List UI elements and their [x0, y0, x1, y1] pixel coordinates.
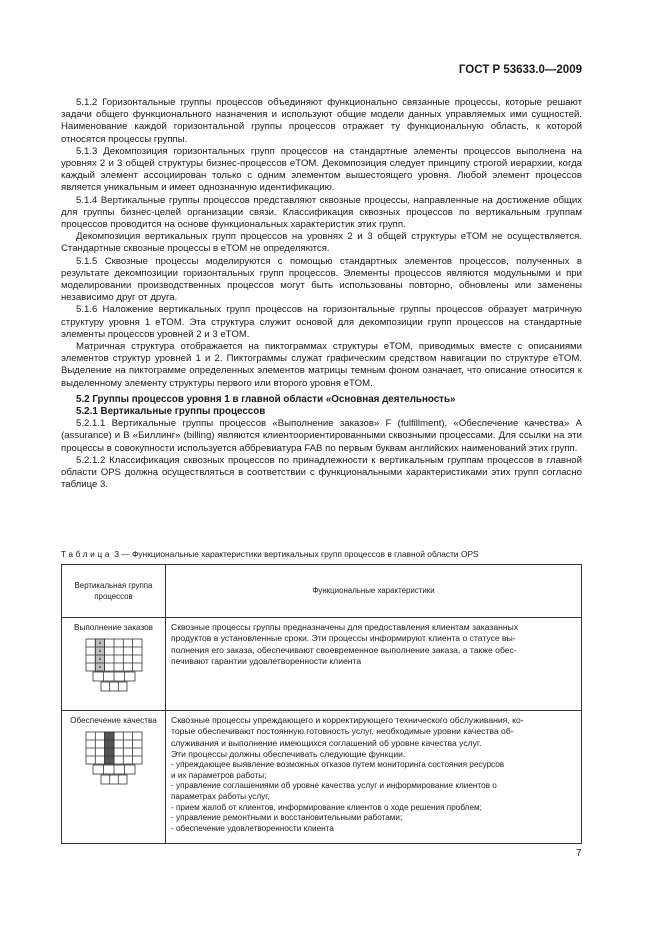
paragraph-5-1-4: 5.1.4 Вертикальные группы процессов представляют сквозные процессы, направленные на достижение общих для группы бизнес-целей организации связи. Классификация сквозных процессов по вертикальным группам процессов проводится на основе функциональных характеристик этих групп.: [61, 194, 582, 231]
section-heading-5-2: 5.2 Группы процессов уровня 1 в главной области «Основная деятельность»: [76, 393, 456, 405]
characteristics-cell: Сквозные процессы группы предназначены для предоставления клиентам заказанных продуктов в установленные сроки. Эти процессы информируют клиента о статусе вы- полнения его заказа, обеспечивают своевременное выполнение заказа, а также обес- печивают гарантии удовлетворенности клиента: [166, 618, 582, 711]
paragraph-5-1-6: 5.1.6 Наложение вертикальных групп процессов на горизонтальные группы процессов образует матричную структуру уровня 1 eTOM. Эта структура служит основой для декомпозиции групп процессов на стандартные элементы процессов уровней 2 и 3 eTOM.: [61, 304, 582, 340]
group-label: Обеспечение качества: [70, 716, 157, 725]
paragraph-decomposition: Декомпозиция вертикальных групп процессов на уровнях 2 и 3 общей структуры eTOM не осуществляется. Стандартные сквозные процессы в eTOM не определяются.: [61, 231, 582, 255]
list-item: - упреждающее выявление возможных отказов путем мониторинга состояния ресурсов: [171, 760, 505, 770]
list-item: - обеспечение удовлетворенности клиента: [171, 823, 334, 833]
list-item: - управление соглашениями об уровне качества услуг и информирование клиентов о: [171, 781, 497, 791]
group-cell: [62, 711, 166, 844]
paragraph-5-1-3: 5.1.3 Декомпозиция горизонтальных групп процессов на стандартные элементы процессов выполнена на уровнях 2 и 3 общей структуры бизнес-процессов eTOM. Декомпозиция следует принципу строгой иерархии, когда каждый элемент ассоциирован только с одним элементом вышестоящего уровня. Любой элемент процессов является уникальным и имеет однозначную идентификацию.: [61, 145, 582, 194]
functions-list: [171, 760, 576, 834]
group-cell: [62, 618, 166, 711]
paragraph-5-2-1-1: 5.2.1.1 Вертикальные группы процессов «Выполнение заказов» F (fulfillment), «Обеспечение качества» A (assurance) и В «Биллинг» (billing) являются клиентоориентированными сквозными процессами. Для ссылки на эти процессы в совокупности используется аббревиатура FAB по первым буквам английских наименований этих групп.: [61, 418, 582, 454]
list-item: и их параметров работы;: [171, 770, 267, 780]
etom-pictogram-icon: [83, 731, 145, 785]
table-row: [62, 711, 582, 844]
list-item: - управление ремонтными и восстановительными работами;: [171, 813, 403, 823]
paragraph-5-1-5: 5.1.5 Сквозные процессы моделируются с помощью стандартных элементов процессов, полученных в результате декомпозиции горизонтальных групп процессов. Элементы процессов являются модульными и при моделировании производственных процессов могут быть использованы повторно, обновлены или заменены независимо друг от друга.: [61, 255, 582, 304]
body-text: [61, 97, 582, 492]
paragraph-matrix: Матричная структура отображается на пиктограммах структуры eTOM, приводимых вместе с описаниями элементов структур уровней 1 и 2. Пиктограммы служат графическим средством навигации по структуре eTOM. Выделение на пиктограмме определенных элементов матрицы темным фоном означает, что описание относится к выделенному элементу структуры первого или второго уровня eTOM.: [61, 341, 582, 389]
table-caption: Таблица 3 — Функциональные характеристики вертикальных групп процессов в главной области OPS: [61, 549, 479, 559]
table-3: [61, 564, 582, 844]
paragraph-5-2-1-2: 5.2.1.2 Классификация сквозных процессов по принадлежности к вертикальным группам процессов в главной области OPS должна осуществляться в соответствии с функциональными характеристиками этих групп согласно таблице 3.: [61, 454, 582, 491]
list-item: параметрах работы услуг,: [171, 791, 270, 801]
list-item: - прием жалоб от клиентов, информирование клиентов о ходе решения проблем;: [171, 802, 482, 812]
standard-header: ГОСТ Р 53633.0—2009: [458, 64, 582, 76]
paragraph-5-1-2: 5.1.2 Горизонтальные группы процессов объединяют функционально связанные процессы, которые решают задачи общего функционального назначения и используют общие модели данных управляемых ими сущностей. Наименование каждой горизонтальной группы процессов отражает ту функциональную область, к которой относятся процессы группы.: [61, 97, 582, 145]
table-header-characteristics: Функциональные характеристики: [166, 565, 582, 618]
page-number: 7: [576, 848, 582, 859]
table-row: [62, 618, 582, 711]
characteristics-cell: Сквозные процессы упреждающего и корректирующего технического обслуживания, ко- торые обеспечивают постоянную готовность услуг, необходимые уровни качества об- служивания и выполнение имеющихся соглашений об уровне качества услуг. Эти процессы должны обеспечивать следующие функции. - упреждающее выявление возможных отказов путем мониторинга состояния ресурсов и их параметров работы; - управление соглашениями об уровне качества услуг и информирование клиентов о параметрах работы услуг, - прием жалоб от клиентов, информирование клиентов о ходе решения проблем; - управление ремонтными и восстановительными работами; - обеспечение удовлетворенности клиента: [166, 711, 582, 844]
table-header-row: [62, 565, 582, 618]
etom-pictogram-icon: [83, 638, 145, 692]
table-header-group: Вертикальная группа процессов: [62, 565, 166, 618]
section-heading-5-2-1: 5.2.1 Вертикальные группы процессов: [76, 406, 266, 418]
group-label: Выполнение заказов: [73, 623, 154, 632]
